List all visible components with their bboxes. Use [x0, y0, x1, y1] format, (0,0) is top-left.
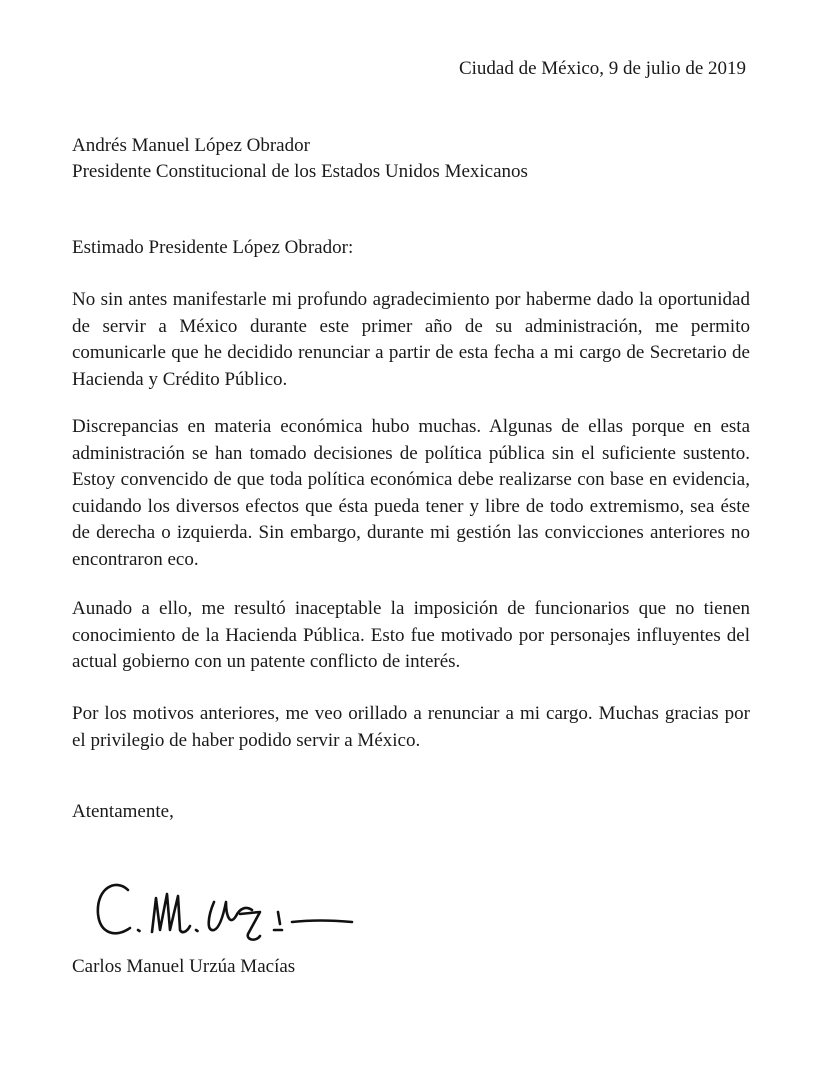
body-paragraph: Discrepancias en materia económica hubo muchas. Algunas de ellas porque en esta administración se han tomado decisiones de política pública sin el suficiente sustento. Estoy convencido de que toda política económica debe realizarse con base en evidencia, cuidando los diversos efectos que ésta pueda tener y libre de todo extremismo, sea éste de derecha o izquierda. Sin embargo, durante mi gestión las convicciones anteriores no encontraron eco. — [72, 416, 750, 570]
handwritten-signature — [90, 872, 360, 952]
signer-name: Carlos Manuel Urzúa Macías — [72, 956, 296, 977]
letter-date: Ciudad de México, 9 de julio de 2019 — [458, 58, 746, 79]
closing: Atentamente, — [72, 801, 174, 822]
body-paragraph: No sin antes manifestarle mi profundo agradecimiento por haberme dado la oportunidad de servir a México durante este primer año de su administración, me permito comunicarle que he decidido renunciar a partir de esta fecha a mi cargo de Secretario de Hacienda y Crédito Público. — [72, 289, 750, 390]
salutation: Estimado Presidente López Obrador: — [72, 237, 354, 258]
recipient-title: Presidente Constitucional de los Estados Unidos Mexicanos — [72, 161, 528, 182]
recipient-name: Andrés Manuel López Obrador — [72, 135, 310, 156]
body-paragraph: Aunado a ello, me resultó inaceptable la imposición de funcionarios que no tienen conocimiento de la Hacienda Pública. Esto fue motivado por personajes influyentes del actual gobierno con un patente conflicto de interés. — [72, 598, 750, 672]
recipient-block — [72, 133, 528, 185]
body-paragraph: Por los motivos anteriores, me veo orillado a renunciar a mi cargo. Muchas gracias por el privilegio de haber podido servir a México. — [72, 703, 750, 751]
